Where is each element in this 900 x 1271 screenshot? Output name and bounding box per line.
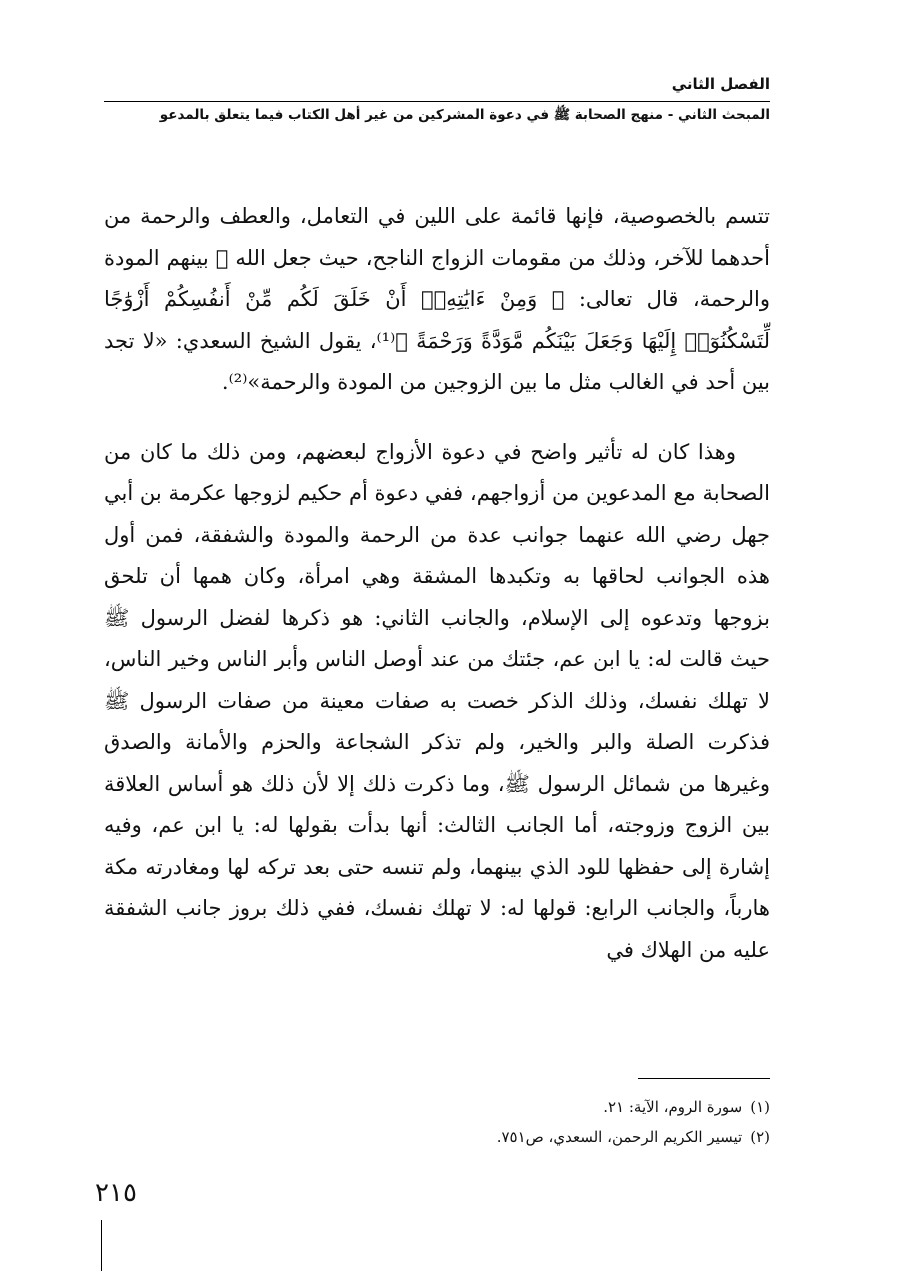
footnote-number: (٢) <box>750 1128 770 1146</box>
paragraph: تتسم بالخصوصية، فإنها قائمة على اللين في التعامل، والعطف والرحمة من أحدهما للآخر، وذلك من مقومات الزواج الناجح، حيث جعل الله ﷻ بينهم المودة والرحمة، قال تعالى: ﴿ وَمِنْ ءَايَٰتِهِۦٓ أَنْ خَلَقَ لَكُم مِّنْ أَنفُسِكُمْ أَزْوَٰجًا لِّتَسْكُنُوٓا۟ إِلَيْهَا وَجَعَلَ بَيْنَكُم مَّوَدَّةً وَرَحْمَةً ﴾⁽¹⁾، يقول الشيخ السعدي: «لا تجد بين أحد في الغالب مثل ما بين الزوجين من المودة والرحمة»⁽²⁾. <box>104 204 770 394</box>
main-text <box>104 196 770 971</box>
chapter-title: الفصل الثاني <box>671 75 770 93</box>
section-title: المبحث الثاني - منهج الصحابة ﷺ في دعوة المشركين من غير أهل الكتاب فيما يتعلق بالمدعو <box>159 107 770 123</box>
footnote <box>104 1122 770 1152</box>
page-number: ٢١٥ <box>95 1178 137 1208</box>
page-number-rule <box>101 1220 102 1271</box>
footnote-divider <box>638 1078 770 1079</box>
header-divider <box>104 101 770 102</box>
footnote <box>104 1092 770 1122</box>
footnote-number: (١) <box>750 1098 770 1116</box>
footnote-text: تيسير الكريم الرحمن، السعدي، ص٧٥١. <box>496 1128 743 1146</box>
footnote-text: سورة الروم، الآية: ٢١. <box>603 1098 743 1116</box>
paragraph: وهذا كان له تأثير واضح في دعوة الأزواج لبعضهم، ومن ذلك ما كان من الصحابة مع المدعوين من أزواجهم، ففي دعوة أم حكيم لزوجها عكرمة بن أبي جهل رضي الله عنهما جوانب عدة من الرحمة والمودة والشفقة، فمن أول هذه الجوانب لحاقها به وتكبدها المشقة وهي امرأة، وكان همها أن تلحق بزوجها وتدعوه إلى الإسلام، والجانب الثاني: هو ذكرها لفضل الرسول ﷺ حيث قالت له: يا ابن عم، جئتك من عند أوصل الناس وأبر الناس وخير الناس، لا تهلك نفسك، وذلك الذكر خصت به صفات معينة من صفات الرسول ﷺ فذكرت الصلة والبر والخير، ولم تذكر الشجاعة والحزم والأمانة والصدق وغيرها من شمائل الرسول ﷺ، وما ذكرت ذلك إلا لأن ذلك هو أساس العلاقة بين الزوج وزوجته، أما الجانب الثالث: أنها بدأت بقولها له: يا ابن عم، وفيه إشارة إلى حفظها للود الذي بينهما، ولم تنسه حتى بعد تركه لها ومغادرته مكة هارباً، والجانب الرابع: قولها له: لا تهلك نفسك، ففي ذلك بروز جانب الشفقة عليه من الهلاك في <box>104 439 770 962</box>
footnotes <box>104 1092 770 1152</box>
